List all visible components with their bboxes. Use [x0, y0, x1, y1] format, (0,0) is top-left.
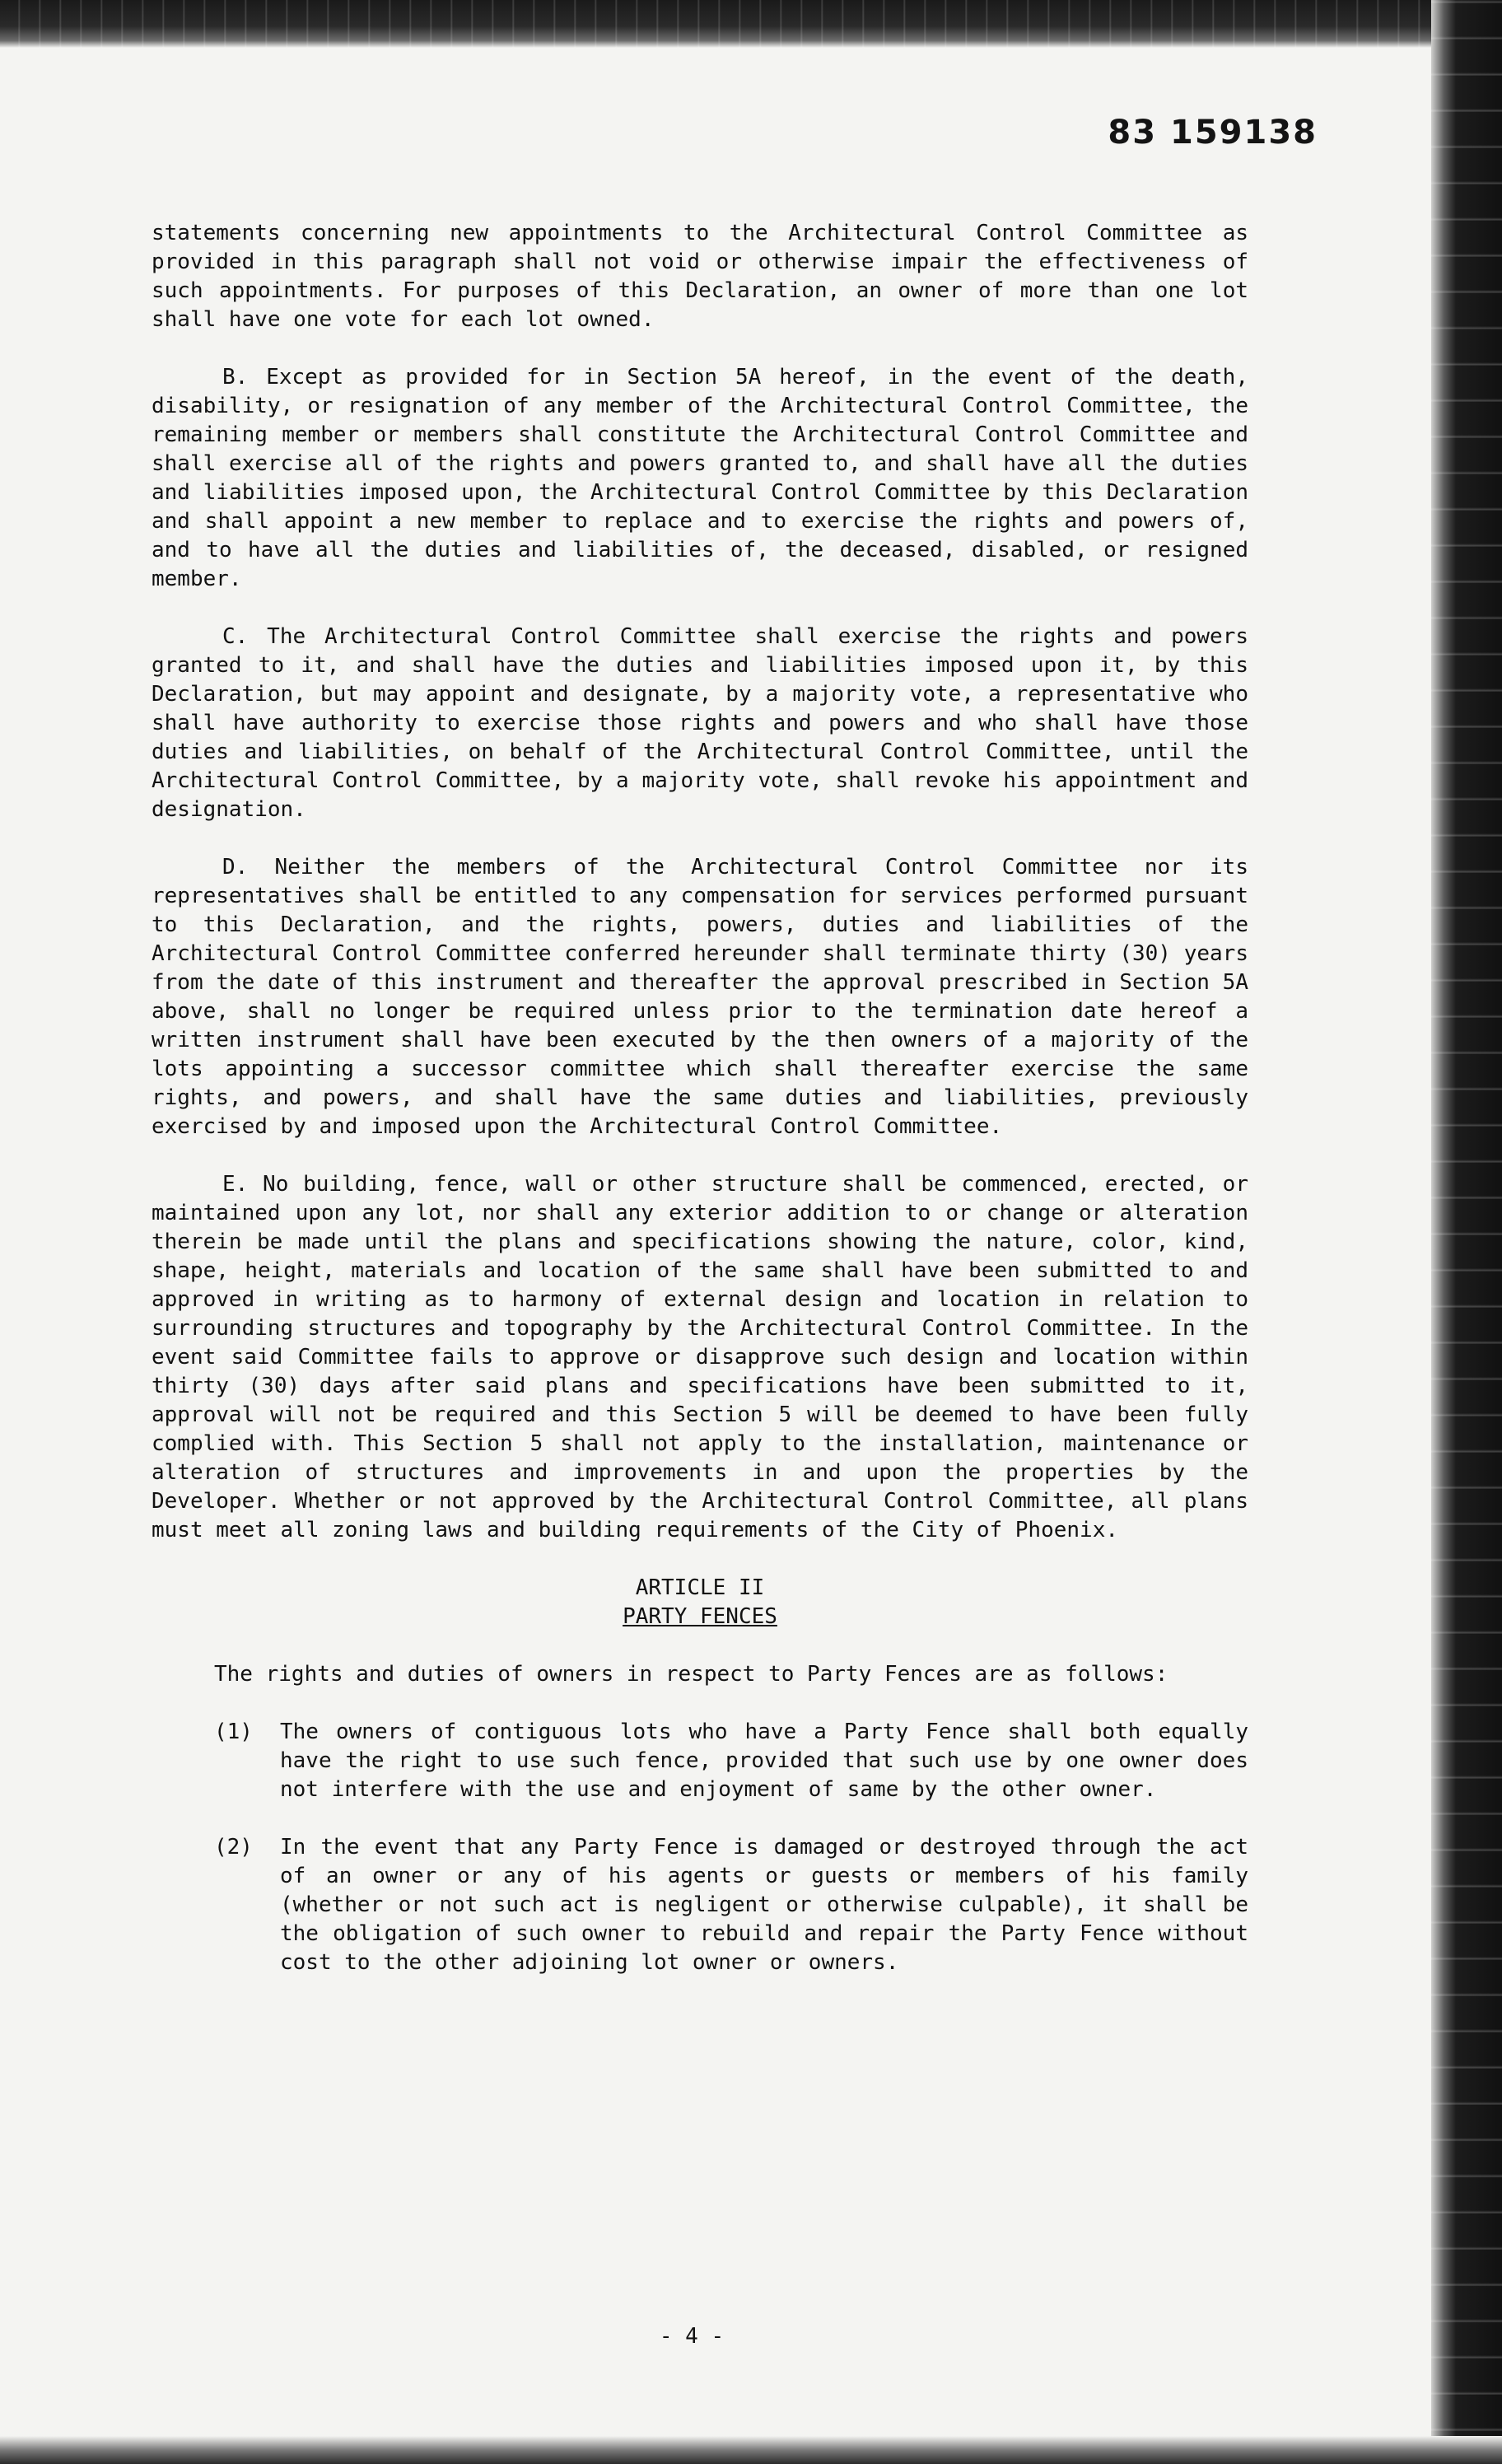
- paragraph-b: B. Except as provided for in Section 5A hereof, in the event of the death, disability, or resignation of any member of the Architectural Control Committee, the remaining member or members shall constitute the Architectural Control Committee and shall exercise all of the rights and powers granted to, and shall have all the duties and liabilities imposed upon, the Architectural Control Committee by this Declaration and shall appoint a new member to replace and to exercise the rights and powers of, and to have all the duties and liabilities of, the deceased, disabled, or resigned member.: [152, 365, 1248, 591]
- list-item-number: (2): [214, 1835, 253, 1860]
- scan-border-bottom: [0, 2436, 1502, 2464]
- scan-border-top: [0, 0, 1502, 48]
- list-item-text: In the event that any Party Fence is damaged or destroyed through the act of an owner or any of his agents or guests or members of his family (whether or not such act is negligent or otherwise culpable), it shall be the obligation of such owner to rebuild and repair the Party Fence without cost to the other adjoining lot owner or owners.: [280, 1835, 1248, 1975]
- article-title-text: PARTY FENCES: [623, 1604, 777, 1629]
- document-number: 83 159138: [1108, 114, 1318, 152]
- list-item-number: (1): [214, 1720, 253, 1744]
- article-title: [152, 1603, 1248, 1631]
- page-number: - 4 -: [659, 2324, 725, 2349]
- article-heading: ARTICLE II: [635, 1575, 765, 1600]
- list-item: [152, 1833, 1248, 1977]
- article-intro: The rights and duties of owners in respect to Party Fences are as follows:: [214, 1662, 1168, 1687]
- document-body: [152, 219, 1248, 2006]
- scan-border-right: [1431, 0, 1502, 2464]
- list-item: [152, 1718, 1248, 1804]
- list-item-text: The owners of contiguous lots who have a Party Fence shall both equally have the right to use such fence, provided that such use by one owner does not interfere with the use and enjoyment of same by the other owner.: [280, 1720, 1248, 1802]
- paragraph-e: E. No building, fence, wall or other structure shall be commenced, erected, or maintained upon any lot, nor shall any exterior addition to or change or alteration therein be made until the plans and specifications showing the nature, color, kind, shape, height, materials and location of the same shall have been submitted to and approved in writing as to harmony of external design and location in relation to surrounding structures and topography by the Architectural Control Committee. In the event said Committee fails to approve or disapprove such design and location within thirty (30) days after said plans and specifications have been submitted to it, approval will not be required and this Section 5 will be deemed to have been fully complied with. This Section 5 shall not apply to the installation, maintenance or alteration of structures and improvements in and upon the properties by the Developer. Whether or not approved by the Architectural Control Committee, all plans must meet all zoning laws and building requirements of the City of Phoenix.: [152, 1172, 1248, 1542]
- paragraph-continuation: statements concerning new appointments to the Architectural Control Committee as provided in this paragraph shall not void or otherwise impair the effectiveness of such appointments. For purposes of this Declaration, an owner of more than one lot shall have one vote for each lot owned.: [152, 221, 1248, 332]
- paragraph-c: C. The Architectural Control Committee shall exercise the rights and powers granted to it, and shall have the duties and liabilities imposed upon it, by this Declaration, but may appoint and designate, by a majority vote, a representative who shall have authority to exercise those rights and powers and who shall have those duties and liabilities, on behalf of the Architectural Control Committee, until the Architectural Control Committee, by a majority vote, shall revoke his appointment and designation.: [152, 624, 1248, 822]
- paragraph-d: D. Neither the members of the Architectural Control Committee nor its representatives shall be entitled to any compensation for services performed pursuant to this Declaration, and the rights, powers, duties and liabilities of the Architectural Control Committee conferred hereunder shall terminate thirty (30) years from the date of this instrument and thereafter the approval prescribed in Section 5A above, shall no longer be required unless prior to the termination date hereof a written instrument shall have been executed by the then owners of a majority of the lots appointing a successor committee which shall thereafter exercise the same rights, and powers, and shall have the same duties and liabilities, previously exercised by and imposed upon the Architectural Control Committee.: [152, 855, 1248, 1139]
